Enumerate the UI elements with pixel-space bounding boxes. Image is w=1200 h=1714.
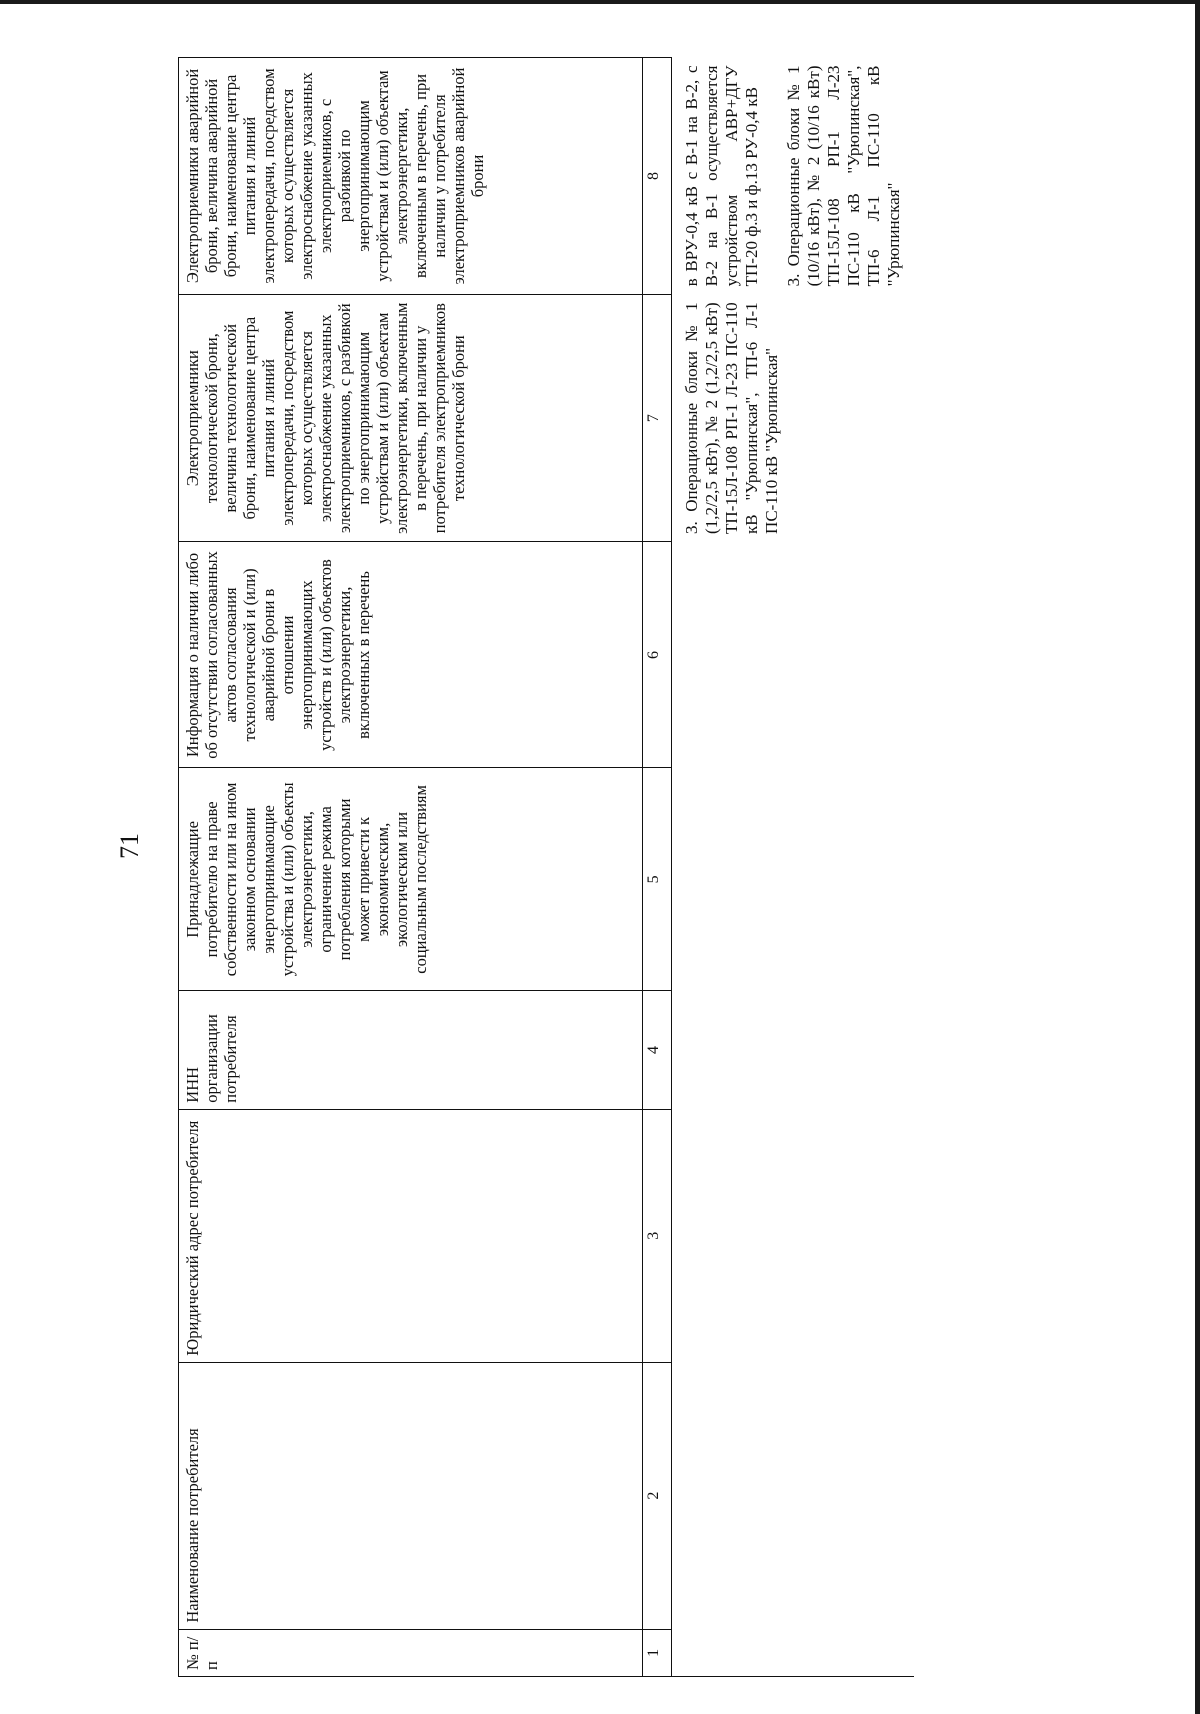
empty-cell	[672, 1629, 915, 1676]
header-cell-devices: Принадлежащие потребителю на праве собственности или на ином законном основании энергопринимающие устройства и (или) объекты электроэнергетики, ограничение режима потребления которыми может привести к экономическим, экологическим или социальным последствиям	[179, 768, 643, 991]
column-number: 3	[643, 1109, 672, 1362]
empty-cell	[672, 542, 915, 768]
header-cell-number: № п/п	[179, 1629, 643, 1676]
table-sheet	[178, 57, 1178, 1677]
consumer-table	[178, 57, 914, 1677]
empty-cell	[672, 768, 915, 991]
header-cell-emergency-reserve: Электроприемники аварийной брони, величина аварийной брони, наименование центра питания и линий электропередачи, посредством которых осуществляется электроснабжение указанных электроприемников, с разбивкой по энергопринимающим устройствам и (или) объектам электроэнергетики, включенным в перечень, при наличии у потребителя электроприемников аварийной брони	[179, 58, 643, 295]
emergency-reserve-part2: 3. Операционные блоки № 1 (10/16 кВт), № 2 (10/16 кВт) ТП-15Л-108 РП-1 Л-23 ПС-110 кВ "Урюпинская", ТП-6 Л-1 ПС-110 кВ "Урюпинская"	[784, 65, 903, 287]
header-cell-technological-reserve: Электроприемники технологической брони, величина технологической брони, наименование центра питания и линий электропередачи, посредством которых осуществляется электроснабжение указанных электроприемников, с разбивкой по энергопринимающим устройствам и (или) объектам электроэнергетики, включенным в перечень, при наличии у потребителя электроприемников технологической брони	[179, 294, 643, 542]
table-row	[672, 58, 915, 1677]
rotated-table-wrapper	[178, 57, 1178, 1677]
column-number-row	[643, 58, 672, 1677]
header-cell-consumer-name: Наименование потребителя	[179, 1362, 643, 1629]
column-number: 1	[643, 1629, 672, 1676]
column-number: 8	[643, 58, 672, 295]
page-number: 71	[115, 833, 144, 859]
emergency-reserve-cell	[672, 58, 915, 295]
technological-reserve-cell: 3. Операционные блоки № 1 (1,2/2,5 кВт), № 2 (1,2/2,5 кВт) ТП-15Л-108 РП-1 Л-23 ПС-110 кВ "Урюпинская", ТП-6 Л-1 ПС-110 кВ "Урюпинская"	[682, 302, 781, 534]
emergency-reserve-part1: в ВРУ-0,4 кВ с В-1 на В-2, с В-2 на В-1 осуществляется устройством АВР+ДГУ ТП-20 ф.3 и ф.13 РУ-0,4 кВ	[682, 65, 761, 287]
scan-edge-top	[0, 0, 1200, 4]
column-number: 7	[643, 294, 672, 542]
empty-cell	[672, 1109, 915, 1362]
column-number: 2	[643, 1362, 672, 1629]
empty-cell	[672, 991, 915, 1109]
column-number: 4	[643, 991, 672, 1109]
empty-cell	[672, 1362, 915, 1629]
column-number: 6	[643, 542, 672, 768]
column-number: 5	[643, 768, 672, 991]
scan-edge-right	[1195, 0, 1200, 1714]
header-cell-legal-address: Юридический адрес потребителя	[179, 1109, 643, 1362]
header-cell-inn: ИНН организации потребителя	[179, 991, 643, 1109]
header-cell-agreement-info: Информация о наличии либо об отсутствии согласованных актов согласования технологической и (или) аварийной брони в отношении энергопринимающих устройств и (или) объектов электроэнергетики, включенных в перечень	[179, 542, 643, 768]
header-row	[179, 58, 643, 1677]
